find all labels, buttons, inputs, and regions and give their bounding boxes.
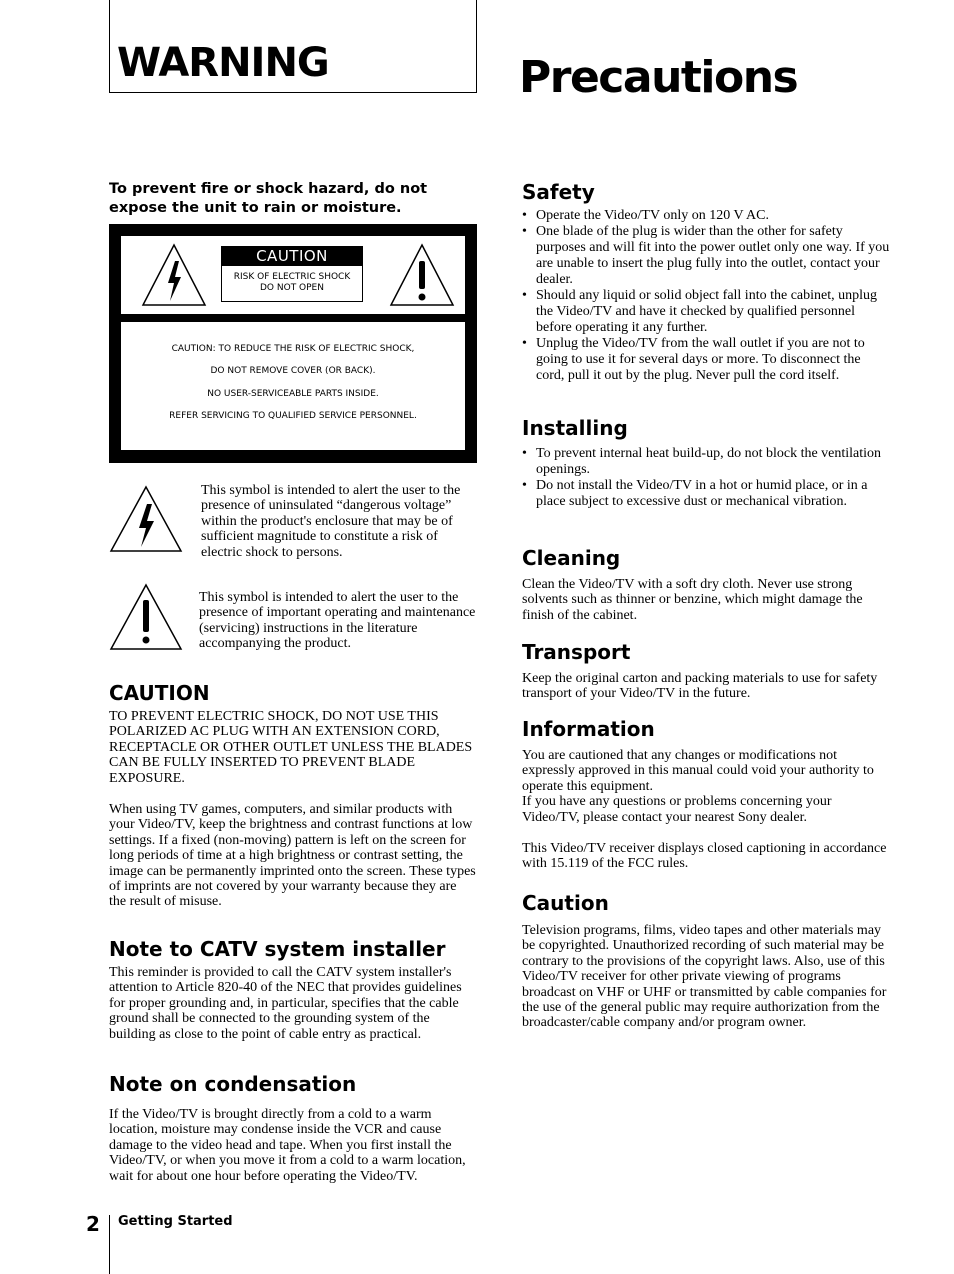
caution-box-title: CAUTION <box>222 247 362 266</box>
warning-title: WARNING <box>117 40 329 86</box>
information-body <box>522 748 892 872</box>
cleaning-paragraph: Clean the Video/TV with a soft dry cloth. Never use strong solvents such as thinner or benzine, which might damage the finish of the cabinet. <box>522 577 863 623</box>
safety-heading: Safety <box>522 180 595 204</box>
lightning-warning-icon <box>139 241 209 309</box>
caution-box-subtitle <box>222 272 362 294</box>
caution-paragraph: TO PREVENT ELECTRIC SHOCK, DO NOT USE THIS POLARIZED AC PLUG WITH AN EXTENSION CORD, RECEPTACLE OR OTHER OUTLET UNLESS THE BLADES CAN BE FULLY INSERTED TO PREVENT BLADE EXPOSURE. <box>109 709 473 786</box>
label-line: NO USER-SERVICEABLE PARTS INSIDE. <box>207 389 379 399</box>
exclamation-symbol-description: This symbol is intended to alert the user to the presence of important operating and maintenance (servicing) instructions in the literature accompanying the product. <box>199 590 476 652</box>
caution-box <box>221 246 363 302</box>
list-item: • Do not install the Video/TV in a hot or humid place, or in a place subject to excessive dust or mechanical vibration. <box>522 478 894 510</box>
lightning-symbol-icon <box>108 484 184 554</box>
lightning-symbol-description: This symbol is intended to alert the user to the presence of uninsulated “dangerous voltage” within the product's enclosure that may be of sufficient magnitude to constitute a risk of electric shock to persons. <box>201 483 461 560</box>
list-item: • Should any liquid or solid object fall into the cabinet, unplug the Video/TV and have it checked by qualified personnel before operating it any further. <box>522 288 892 336</box>
footer-divider <box>109 1215 110 1274</box>
caution-box-line-1: RISK OF ELECTRIC SHOCK <box>233 272 351 282</box>
catv-paragraph: This reminder is provided to call the CATV system installer's attention to Article 820-40 of the NEC that provides guidelines for proper grounding and, in particular, specifies that the cable ground shall be connected to the grounding system of the building as close to the point of cable entry as practical. <box>109 965 462 1042</box>
intro-warning-text: To prevent fire or shock hazard, do not expose the unit to rain or moisture. <box>109 181 428 216</box>
precautions-title: Precautions <box>519 52 798 103</box>
catv-heading: Note to CATV system installer <box>109 937 446 961</box>
caution-section-heading: Caution <box>522 891 609 915</box>
transport-paragraph: Keep the original carton and packing materials to use for safety transport of your Video/TV in the future. <box>522 671 878 702</box>
caution-heading: CAUTION <box>109 681 210 705</box>
exclamation-warning-icon <box>387 241 457 309</box>
label-line: DO NOT REMOVE COVER (OR BACK). <box>210 366 376 376</box>
page-number: 2 <box>86 1212 100 1236</box>
exclamation-symbol-icon <box>108 582 184 652</box>
cleaning-heading: Cleaning <box>522 546 621 570</box>
caution-body <box>109 709 477 910</box>
information-paragraph: If you have any questions or problems concerning your Video/TV, please contact your nearest Sony dealer. <box>522 794 832 825</box>
caution-section-paragraph: Television programs, films, video tapes and other materials may be copyrighted. Unauthorized recording of such material may be contrary to the provisions of the copyright laws. Also, use of this Video/TV receiver for other private viewing of programs broadcast on VHF or UHF or transmitted by cable companies for the use of the general public may require authorization from the broadcaster/cable company and/or program owner. <box>522 923 887 1031</box>
condensation-paragraph: If the Video/TV is brought directly from a cold to a warm location, moisture may condense inside the VCR and cause damage to the video head and tape. When you first install the Video/TV, or when you move it from a cold to a warm location, wait for about one hour before operating the Video/TV. <box>109 1107 466 1184</box>
caution-label <box>109 224 477 463</box>
information-paragraph: You are cautioned that any changes or modifications not expressly approved in this manual could void your authority to operate this equipment. <box>522 748 874 794</box>
label-bottom-panel <box>121 322 465 450</box>
caution-paragraph: When using TV games, computers, and similar products with your Video/TV, keep the brightness and contrast functions at low settings. If a fixed (non-moving) pattern is left on the screen for long periods of time at a high brightness or contrast setting, the image can be permanently imprinted onto the screen. These types of imprints are not covered by your warranty because they are the result of misuse. <box>109 802 476 910</box>
label-line: CAUTION: TO REDUCE THE RISK OF ELECTRIC SHOCK, <box>171 344 415 354</box>
installing-list <box>522 446 894 510</box>
list-item: • One blade of the plug is wider than the other for safety purposes and will fit into the power outlet only one way. If you are unable to insert the plug fully into the outlet, contact your dealer. <box>522 224 892 288</box>
label-line: REFER SERVICING TO QUALIFIED SERVICE PERSONNEL. <box>169 411 417 421</box>
list-item: • Unplug the Video/TV from the wall outlet if you are not to going to use it for several days or more. To disconnect the cord, pull it out by the plug. Never pull the cord itself. <box>522 336 892 384</box>
installing-heading: Installing <box>522 416 628 440</box>
information-heading: Information <box>522 717 655 741</box>
section-name: Getting Started <box>118 1214 233 1229</box>
list-item: • To prevent internal heat build-up, do not block the ventilation openings. <box>522 446 894 478</box>
safety-list <box>522 208 892 384</box>
condensation-heading: Note on condensation <box>109 1072 357 1096</box>
list-item: • Operate the Video/TV only on 120 V AC. <box>522 208 892 224</box>
label-top-panel <box>121 236 465 314</box>
information-paragraph: This Video/TV receiver displays closed captioning in accordance with 15.119 of the FCC rules. <box>522 841 887 872</box>
caution-box-line-2: DO NOT OPEN <box>260 283 324 293</box>
transport-heading: Transport <box>522 640 631 664</box>
